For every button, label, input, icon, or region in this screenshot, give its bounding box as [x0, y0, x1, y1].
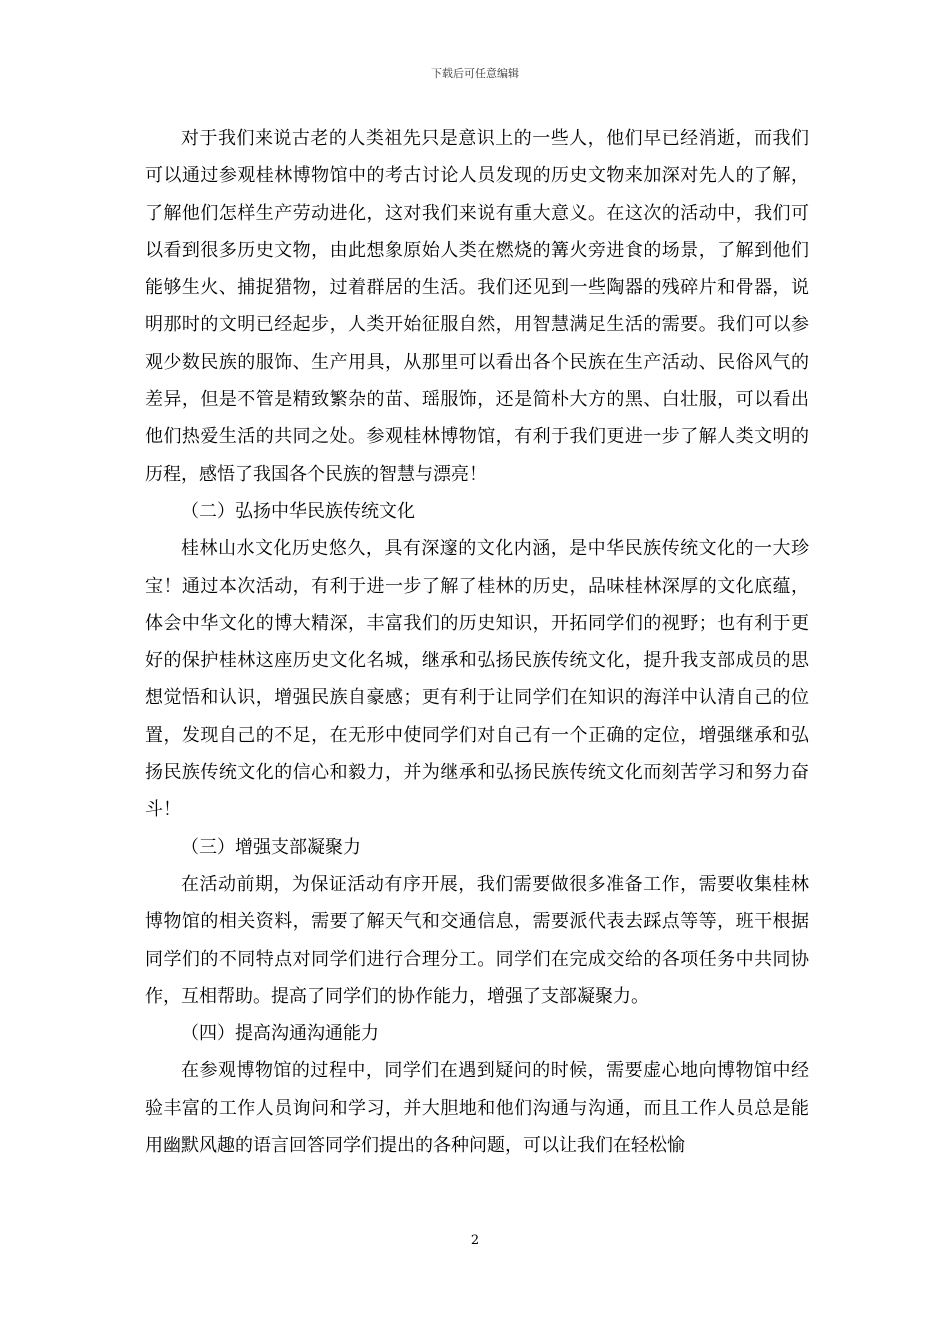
- section-heading-cohesion: （三）增强支部凝聚力: [181, 836, 361, 858]
- page-header: 下载后可任意编辑: [431, 67, 519, 80]
- section-heading-communication: （四）提高沟通沟通能力: [181, 1023, 379, 1045]
- paragraph-communication: 在参观博物馆的过程中，同学们在遇到疑问的时候，需要虚心地向博物馆中经验丰富的工作人员询问和学习，并大胆地和他们沟通与沟通，而且工作人员总是能用幽默风趣的语言回答同学们提出的各种问题，可以让我们在轻松愉: [145, 1060, 809, 1157]
- section-heading-culture: （二）弘扬中华民族传统文化: [181, 500, 415, 522]
- paragraph-cohesion: 在活动前期，为保证活动有序开展，我们需要做很多准备工作，需要收集桂林博物馆的相关资料，需要了解天气和交通信息，需要派代表去踩点等等，班干根据同学们的不同特点对同学们进行合理分工。同学们在完成交给的各项任务中共同协作，互相帮助。提高了同学们的协作能力，增强了支部凝聚力。: [145, 873, 809, 1007]
- page-number: 2: [470, 1233, 480, 1248]
- document-body: [145, 120, 809, 1164]
- paragraph-ancestors: 对于我们来说古老的人类祖先只是意识上的一些人，他们早已经消逝，而我们可以通过参观桂林博物馆中的考古讨论人员发现的历史文物来加深对先人的了解，了解他们怎样生产劳动进化，这对我们来说有重大意义。在这次的活动中，我们可以看到很多历史文物，由此想象原始人类在燃烧的篝火旁进食的场景，了解到他们能够生火、捕捉猎物，过着群居的生活。我们还见到一些陶器的残碎片和骨器，说明那时的文明已经起步，人类开始征服自然，用智慧满足生活的需要。我们可以参观少数民族的服饰、生产用具，从那里可以看出各个民族在生产活动、民俗风气的差异，但是不管是精致繁杂的苗、瑶服饰，还是简朴大方的黑、白壮服，可以看出他们热爱生活的共同之处。参观桂林博物馆，有利于我们更进一步了解人类文明的历程，感悟了我国各个民族的智慧与漂亮！: [145, 128, 809, 485]
- paragraph-culture: 桂林山水文化历史悠久，具有深邃的文化内涵，是中华民族传统文化的一大珍宝！通过本次活动，有利于进一步了解了桂林的历史，品味桂林深厚的文化底蕴，体会中华文化的博大精深，丰富我们的历史知识，开拓同学们的视野；也有利于更好的保护桂林这座历史文化名城，继承和弘扬民族传统文化，提升我支部成员的思想觉悟和认识，增强民族自豪感；更有利于让同学们在知识的海洋中认清自己的位置，发现自己的不足，在无形中使同学们对自己有一个正确的定位，增强继承和弘扬民族传统文化的信心和毅力，并为继承和弘扬民族传统文化而刻苦学习和努力奋斗！: [145, 538, 809, 821]
